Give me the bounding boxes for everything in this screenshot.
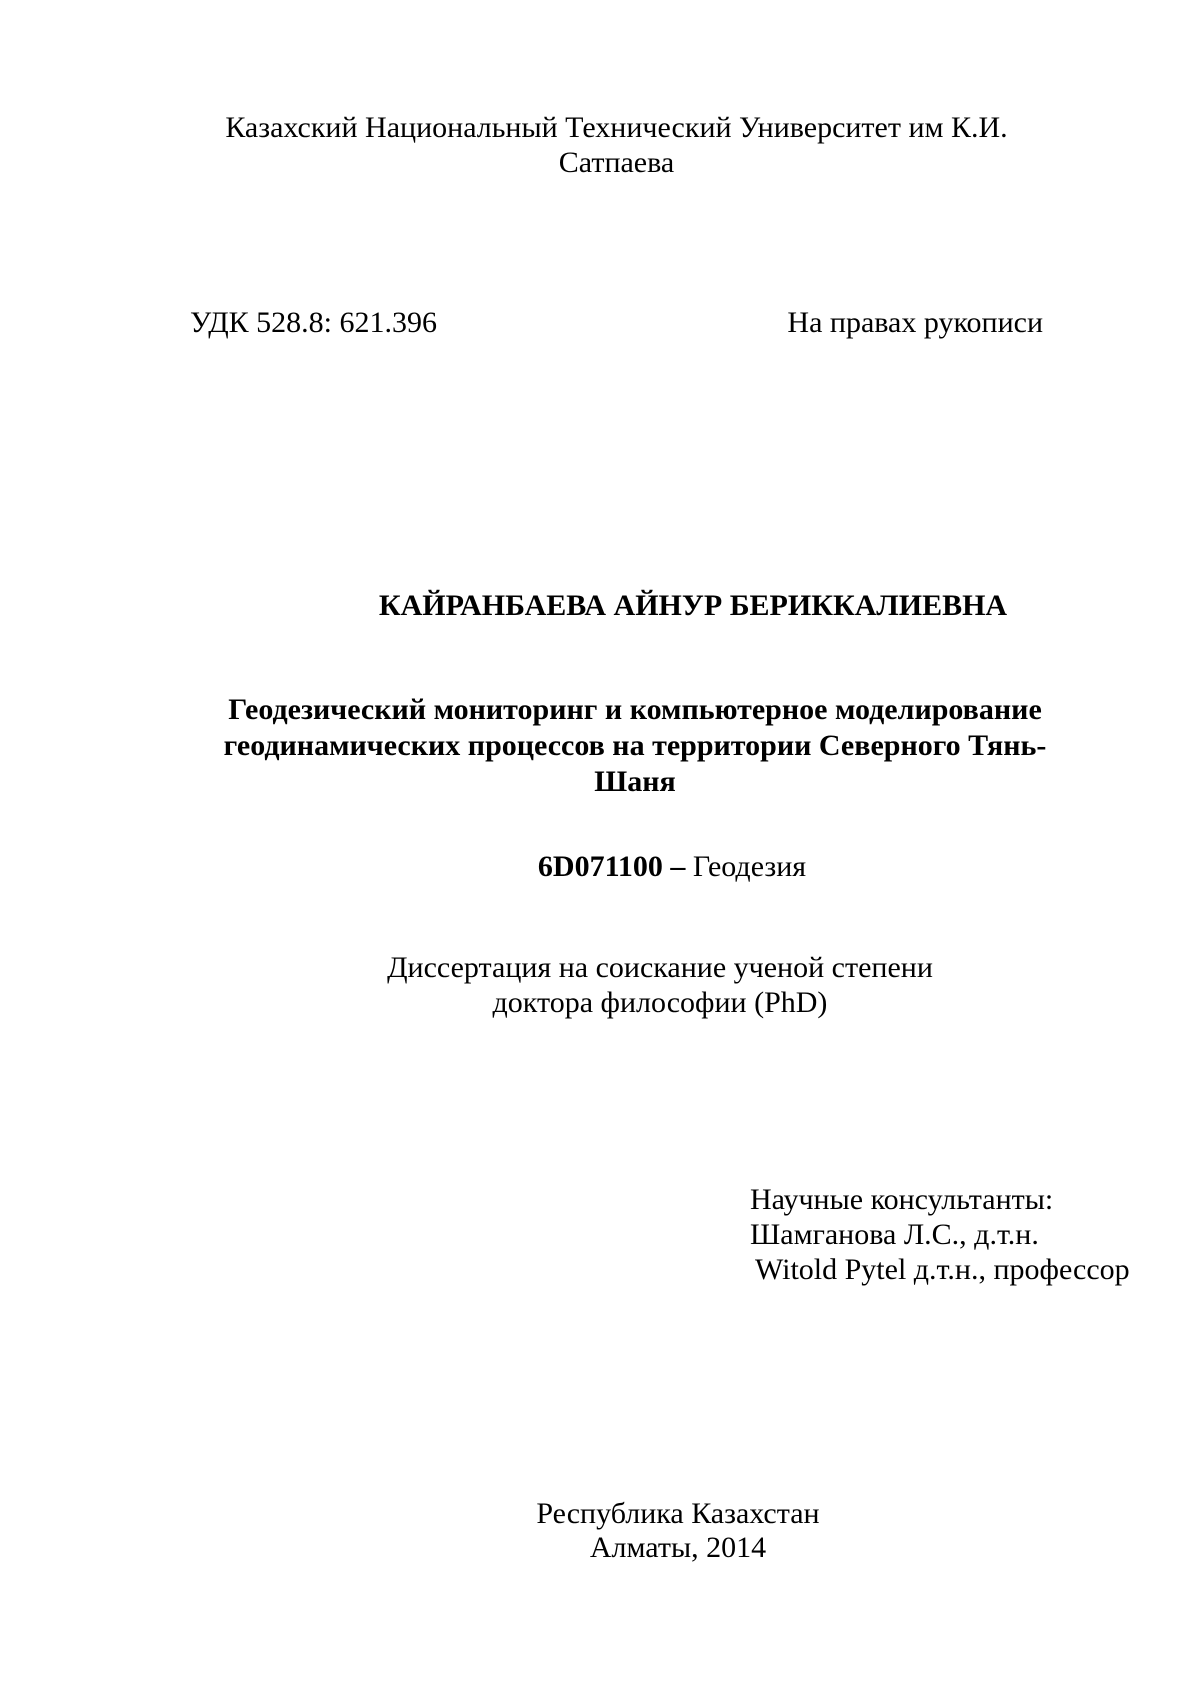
country-line: Республика Казахстан [536,1497,820,1530]
manuscript-rights-note: На правах рукописи [787,306,1043,339]
specialty-line [190,849,1154,884]
thesis-statement-line-1: Диссертация на соискание ученой степени [387,951,933,984]
dissertation-title [190,692,1080,800]
university-name: Казахский Национальный Технический Университет им К.И. Сатпаева [225,111,1008,179]
dissertation-title-line-2: геодинамических процессов на территории Северного Тянь-Шаня [223,729,1047,798]
dissertation-title-line-1: Геодезический мониторинг и компьютерное моделирование [228,693,1042,726]
udk-number: УДК 528.8: 621.396 [190,306,438,339]
author-name: КАЙРАНБАЕВА АЙНУР БЕРИККАЛИЕВНА [378,589,1008,622]
consultants-heading: Научные консультанты: [750,1183,1054,1216]
udk-row [190,305,1043,340]
specialty-code: 6D071100 – [537,850,686,883]
city-year-line: Алматы, 2014 [589,1531,767,1564]
consultant-2: Witold Pytel д.т.н., профессор [755,1253,1130,1286]
specialty-name: Геодезия [692,850,807,883]
scientific-consultants-block [750,1182,1130,1287]
consultant-1: Шамганова Л.С., д.т.н. [750,1218,1039,1251]
thesis-statement [190,950,1130,1020]
footer-block [190,1497,1166,1565]
thesis-statement-line-2: доктора философии (PhD) [492,986,828,1019]
